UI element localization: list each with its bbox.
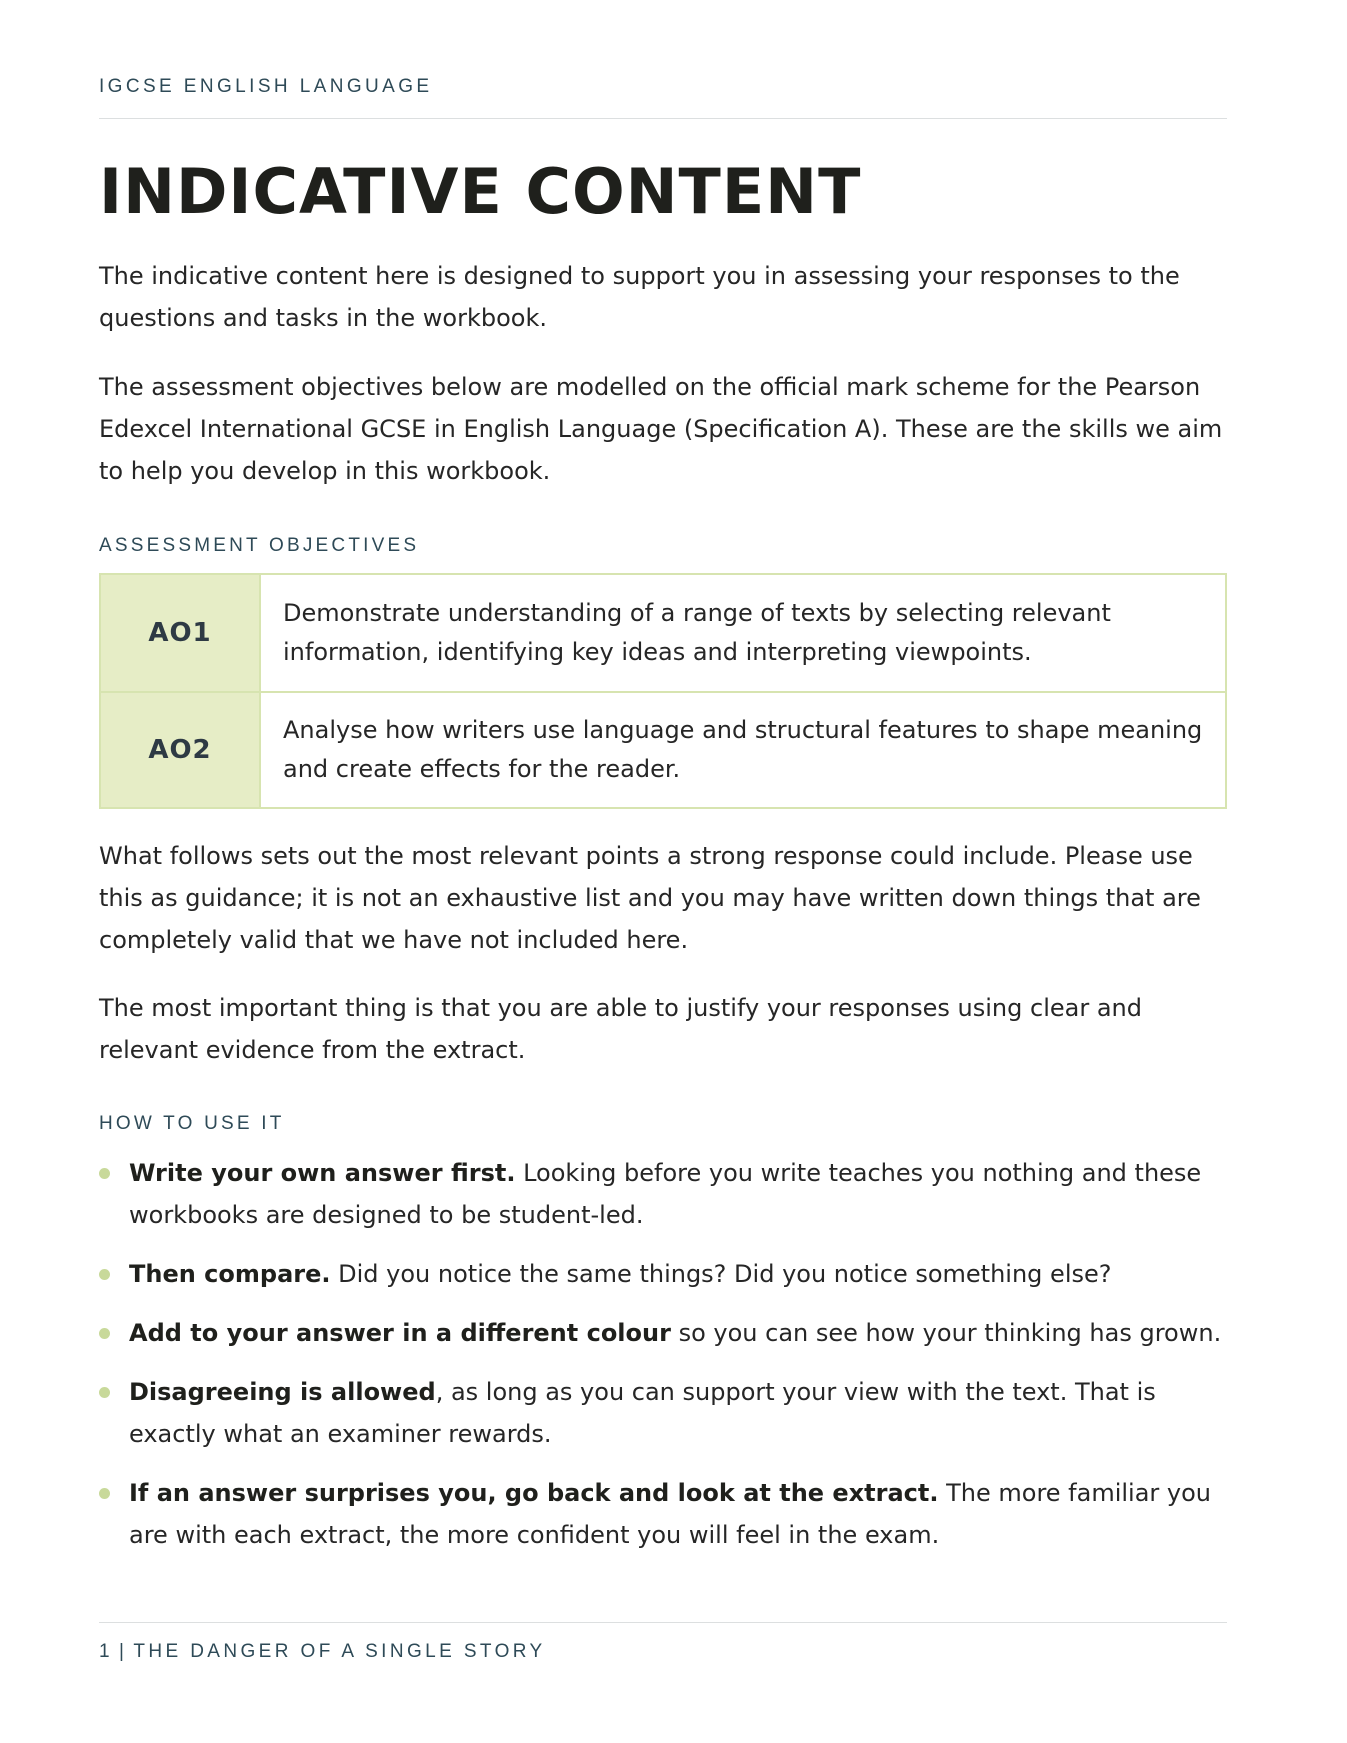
footer-separator: | bbox=[118, 1641, 128, 1662]
header-divider bbox=[99, 118, 1227, 119]
page-number: 1 bbox=[99, 1641, 113, 1662]
list-item bbox=[99, 1472, 1227, 1556]
bullet-dot-icon bbox=[99, 1387, 110, 1398]
assessment-objectives-heading: ASSESSMENT OBJECTIVES bbox=[99, 535, 420, 556]
page-footer bbox=[99, 1641, 546, 1663]
footer-title: THE DANGER OF A SINGLE STORY bbox=[133, 1641, 546, 1662]
bullet-text: , as long as you can support your view with the text. That is exactly what an examiner rewards. bbox=[129, 1378, 1156, 1448]
bullet-bold-text: Disagreeing is allowed bbox=[129, 1378, 436, 1406]
ao-row-ao1 bbox=[101, 575, 1225, 691]
how-to-use-heading: HOW TO USE IT bbox=[99, 1113, 285, 1134]
bullet-bold-text: Add to your answer in a different colour bbox=[129, 1319, 671, 1347]
footer-divider bbox=[99, 1622, 1227, 1623]
ao-code: AO1 bbox=[101, 575, 261, 691]
guidance-paragraph-2: The most important thing is that you are able to justify your responses using clear and relevant evidence from the extract. bbox=[99, 994, 1142, 1064]
page-title: INDICATIVE CONTENT bbox=[99, 155, 862, 228]
how-to-use-list bbox=[99, 1152, 1227, 1573]
ao-description: Demonstrate understanding of a range of texts by selecting relevant information, identifying key ideas and interpreting viewpoints. bbox=[283, 599, 1111, 666]
bullet-bold-text: Write your own answer first. bbox=[129, 1159, 516, 1187]
ao-description: Analyse how writers use language and structural features to shape meaning and create effects for the reader. bbox=[283, 716, 1203, 783]
bullet-dot-icon bbox=[99, 1168, 110, 1179]
list-item bbox=[99, 1152, 1227, 1236]
document-page bbox=[99, 0, 1227, 1743]
ao-row-ao2 bbox=[101, 691, 1225, 807]
intro-paragraph-2: The assessment objectives below are modelled on the official mark scheme for the Pearson Edexcel International GCSE in English Language (Specification A). These are the skills we aim to help you develop in this workbook. bbox=[99, 373, 1223, 485]
guidance-paragraph-1: What follows sets out the most relevant points a strong response could include. Please use this as guidance; it is not an exhaustive list and you may have written down things that are completely valid that we have not included here. bbox=[99, 842, 1201, 954]
bullet-dot-icon bbox=[99, 1488, 110, 1499]
ao-code: AO2 bbox=[101, 693, 261, 807]
bullet-text: Did you notice the same things? Did you notice something else? bbox=[330, 1260, 1112, 1288]
bullet-text: The more familiar you are with each extract, the more confident you will feel in the exam. bbox=[129, 1479, 1212, 1549]
running-head: IGCSE ENGLISH LANGUAGE bbox=[99, 76, 433, 97]
list-item bbox=[99, 1371, 1227, 1455]
bullet-dot-icon bbox=[99, 1269, 110, 1280]
bullet-text: so you can see how your thinking has grown. bbox=[670, 1319, 1222, 1347]
assessment-objectives-table bbox=[99, 573, 1227, 809]
bullet-bold-text: If an answer surprises you, go back and look at the extract. bbox=[129, 1479, 939, 1507]
intro-paragraph-1: The indicative content here is designed to support you in assessing your responses to the questions and tasks in the workbook. bbox=[99, 262, 1180, 332]
bullet-dot-icon bbox=[99, 1328, 110, 1339]
bullet-text: Looking before you write teaches you nothing and these workbooks are designed to be student-led. bbox=[129, 1159, 1202, 1229]
bullet-bold-text: Then compare. bbox=[129, 1260, 331, 1288]
list-item bbox=[99, 1253, 1227, 1295]
list-item bbox=[99, 1312, 1227, 1354]
